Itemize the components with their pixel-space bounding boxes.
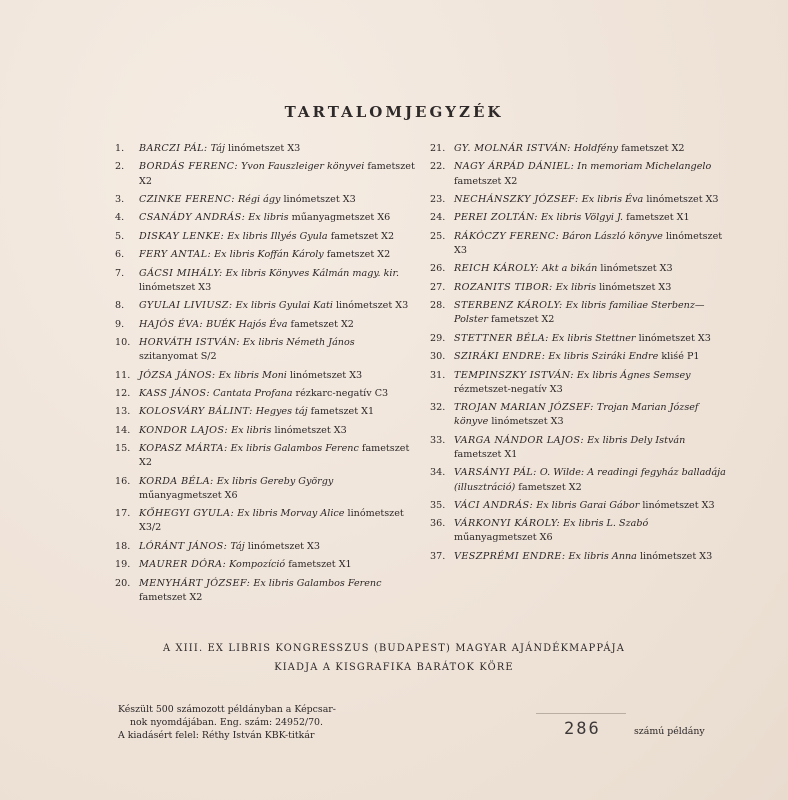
- toc-entry-work: Ex libris L. Szabó: [563, 518, 649, 530]
- toc-entry-num: 17.: [115, 508, 131, 520]
- toc-entry: [430, 350, 730, 364]
- toc-entry-work: Ex libris Sziráki Endre: [548, 351, 659, 363]
- toc-entry-tech: fametszet X2: [491, 314, 555, 326]
- toc-entry: [115, 369, 415, 383]
- toc-entry-author: VARSÁNYI PÁL:: [454, 467, 537, 479]
- colophon-line-2: KIADJA A KISGRAFIKA BARÁTOK KÖRE: [274, 662, 514, 673]
- toc-entry-author: KOPASZ MÁRTA:: [139, 443, 228, 455]
- toc-entry: [430, 499, 730, 513]
- toc-entry-author: RÁKÓCZY FERENC:: [454, 230, 560, 242]
- toc-entry-work: Ex libris Galambos Ferenc: [230, 443, 359, 455]
- imprint: [118, 703, 336, 742]
- toc-entry-num: 9.: [115, 318, 125, 330]
- toc-entry-author: KŐHEGYI GYULA:: [139, 508, 235, 520]
- toc-entry-work: In memoriam Michelangelo: [577, 161, 712, 173]
- toc-entry-num: 19.: [115, 559, 131, 571]
- colophon-line-1: A XIII. EX LIBRIS KONGRESSZUS (BUDAPEST) MAGYAR AJÁNDÉKMAPPÁJA: [162, 643, 626, 654]
- toc-entry: [430, 211, 730, 225]
- toc-entry-author: JÓZSA JÁNOS:: [139, 369, 216, 381]
- toc-entry-work: Ex libris: [248, 212, 289, 224]
- toc-entry-author: GYULAI LIVIUSZ:: [139, 300, 233, 312]
- toc-entry-num: 18.: [115, 540, 131, 552]
- toc-entry-work: Ex libris Garai Gábor: [536, 499, 640, 511]
- toc-entry-work: Ex libris: [555, 281, 597, 293]
- toc-entry-num: 13.: [115, 406, 131, 418]
- toc-entry: [115, 318, 415, 332]
- toc-entry-work: Ex libris Gereby György: [216, 475, 334, 487]
- toc-entry-tech: linómetszet X3: [642, 499, 715, 511]
- toc-entry-tech: linómetszet X3: [247, 540, 320, 552]
- toc-entry: [115, 267, 415, 295]
- toc-entry-work: Ex libris Völgyi J.: [541, 212, 624, 224]
- toc-entry-author: MAURER DÓRA:: [139, 559, 227, 571]
- toc-entry-author: HORVÁTH ISTVÁN:: [139, 336, 240, 348]
- toc-entry-tech: szitanyomat S/2: [139, 351, 217, 363]
- toc-entry-work: Ex libris Illyés Gyula: [227, 230, 328, 242]
- toc-entry: [115, 211, 415, 225]
- toc-entry-author: VESZPRÉMI ENDRE:: [454, 550, 566, 562]
- imprint-line-3: A kiadásért felel: Réthy István KBK-titkár: [118, 730, 315, 741]
- toc-entry-num: 5.: [115, 230, 125, 242]
- toc-entry: [430, 466, 730, 494]
- toc-entry-tech: fametszet X2: [139, 591, 203, 603]
- toc-entry: [430, 369, 730, 397]
- toc-entry-num: 25.: [430, 230, 446, 242]
- toc-entry-work: O. Wilde: A readingi fegyház balladája (illusztráció): [454, 467, 726, 493]
- toc-entry-author: REICH KÁROLY:: [454, 263, 539, 275]
- toc-entry: [430, 160, 730, 188]
- toc-entry: [115, 577, 415, 605]
- toc-entry-work: Báron László könyve: [562, 230, 663, 242]
- toc-entry-work: Táj: [230, 540, 245, 552]
- toc-entry-num: 7.: [115, 267, 125, 279]
- toc-entry-num: 16.: [115, 475, 131, 487]
- toc-entry-author: KONDOR LAJOS:: [139, 424, 229, 436]
- toc-entry-num: 8.: [115, 300, 125, 312]
- toc-entry-tech: fametszet X2: [290, 318, 354, 330]
- toc-entry-num: 20.: [115, 577, 131, 589]
- toc-entry: [430, 142, 730, 156]
- toc-entry-work: Táj: [210, 143, 225, 154]
- toc-entry-tech: linómetszet X3: [283, 193, 356, 205]
- toc-entry-num: 2.: [115, 161, 125, 173]
- toc-right-column: [430, 142, 730, 568]
- toc-entry-work: Ex libris Anna: [568, 550, 637, 562]
- toc-entry: [115, 142, 415, 156]
- toc-entry-author: BARCZI PÁL:: [139, 143, 208, 154]
- toc-entry-work: Kompozíció: [229, 559, 286, 571]
- toc-entry-author: NECHÁNSZKY JÓZSEF:: [454, 193, 579, 205]
- toc-entry-work: Ex libris Németh János: [242, 336, 355, 348]
- imprint-line-2: nok nyomdájában. Eng. szám: 24952/70.: [130, 717, 323, 728]
- toc-entry-num: 23.: [430, 193, 446, 205]
- toc-entry: [430, 517, 730, 545]
- toc-entry-author: TEMPINSZKY ISTVÁN:: [454, 369, 574, 381]
- toc-entry-num: 30.: [430, 351, 446, 363]
- toc-entry: [115, 299, 415, 313]
- toc-entry-tech: kliśé P1: [661, 351, 700, 363]
- toc-entry-author: HAJÓS ÉVA:: [139, 318, 204, 330]
- toc-entry-tech: műanyagmetszet X6: [291, 212, 391, 224]
- copy-label: számú példány: [634, 726, 705, 737]
- toc-entry-work: Ex libris Morvay Alice: [237, 508, 345, 520]
- toc-entry-tech: linómetszet X3: [638, 332, 711, 344]
- imprint-line-1: Készült 500 számozott példányban a Képcsar-: [118, 704, 336, 715]
- toc-entry-tech: fametszet X1: [310, 406, 375, 418]
- toc-entry-work: Ex libris Koffán Károly: [214, 249, 324, 261]
- toc-entry: [430, 299, 730, 327]
- toc-entry-tech: fametszet X2: [518, 481, 582, 493]
- toc-entry-num: 27.: [430, 281, 446, 293]
- toc-entry-tech: linómetszet X3: [139, 281, 212, 293]
- toc-entry-work: Régi ágy: [237, 193, 281, 205]
- toc-entry-tech: linómetszet X3: [274, 424, 347, 436]
- toc-entry-work: Ex libris Dely István: [587, 434, 686, 446]
- toc-entry: [115, 475, 415, 503]
- toc-entry-tech: linómetszet X3: [600, 263, 673, 275]
- toc-entry-work: Ex libris Éva: [581, 193, 644, 205]
- toc-entry: [115, 160, 415, 188]
- toc-entry-num: 1.: [115, 143, 125, 154]
- toc-entry-author: MENYHÁRT JÓZSEF:: [139, 577, 251, 589]
- toc-entry: [115, 424, 415, 438]
- toc-entry-num: 21.: [430, 143, 446, 154]
- toc-entry: [430, 262, 730, 276]
- toc-entry-tech: fametszet X1: [288, 559, 352, 571]
- toc-entry-author: VARGA NÁNDOR LAJOS:: [454, 434, 585, 446]
- toc-entry-author: SZIRÁKI ENDRE:: [454, 351, 546, 363]
- toc-entry: [115, 507, 415, 535]
- toc-entry-work: Ex libris Galambos Ferenc: [253, 577, 382, 589]
- toc-entry-author: KOLOSVÁRY BÁLINT:: [139, 406, 253, 418]
- toc-entry-work: Ex libris Ágnes Semsey: [576, 369, 691, 381]
- toc-entry: [430, 434, 730, 462]
- toc-entry-num: 29.: [430, 332, 446, 344]
- toc-entry-work: Akt a bikán: [541, 263, 598, 275]
- toc-entry-work: Ex libris Könyves Kálmán magy. kir.: [225, 267, 400, 279]
- toc-entry-tech: fametszet X2: [139, 443, 410, 469]
- toc-entry: [430, 281, 730, 295]
- toc-entry-num: 28.: [430, 300, 446, 312]
- toc-entry-work: Ex libris familiae Sterbenz—Polster: [454, 300, 705, 326]
- toc-entry-work: Cantata Profana: [213, 387, 293, 399]
- toc-entry: [430, 332, 730, 346]
- toc-entry-author: CSANÁDY ANDRÁS:: [139, 212, 246, 224]
- toc-entry-num: 14.: [115, 424, 131, 436]
- toc-entry-tech: fametszet X2: [330, 230, 395, 242]
- toc-entry-work: Ex libris Moni: [218, 369, 287, 381]
- toc-entry-tech: fametszet X2: [139, 161, 415, 187]
- toc-entry: [115, 405, 415, 419]
- toc-entry-tech: linómetszet X3: [454, 230, 723, 256]
- toc-entry-author: FERY ANTAL:: [139, 249, 212, 261]
- toc-entry-tech: linómetszet X3: [646, 193, 719, 205]
- toc-entry: [115, 442, 415, 470]
- toc-entry-author: LÓRÁNT JÁNOS:: [139, 540, 228, 552]
- toc-entry-num: 4.: [115, 212, 125, 224]
- toc-entry-tech: fametszet X2: [454, 175, 518, 187]
- toc-entry-tech: linómetszet X3: [491, 416, 564, 428]
- toc-entry-author: STETTNER BÉLA:: [454, 332, 549, 344]
- toc-entry-num: 31.: [430, 369, 446, 381]
- toc-entry: [115, 193, 415, 207]
- toc-entry-author: GY. MOLNÁR ISTVÁN:: [454, 143, 571, 154]
- toc-entry-tech: rézkarc-negatív C3: [295, 387, 389, 399]
- toc-entry-num: 6.: [115, 249, 125, 261]
- toc-entry-num: 37.: [430, 550, 446, 562]
- toc-entry-work: Yvon Fauszleiger könyvei: [241, 161, 365, 173]
- toc-entry-tech: műanyagmetszet X6: [454, 532, 553, 544]
- toc-entry-num: 10.: [115, 336, 131, 348]
- toc-entry-num: 11.: [115, 369, 131, 381]
- toc-entry-work: Hegyes táj: [255, 406, 308, 418]
- toc-entry-author: VÁRKONYI KÁROLY:: [454, 518, 561, 530]
- toc-entry-num: 22.: [430, 161, 446, 173]
- page-title: TARTALOMJEGYZÉK: [284, 103, 504, 121]
- toc-entry-work: Trojan Marian József könyve: [454, 402, 699, 428]
- toc-entry-num: 34.: [430, 467, 446, 479]
- toc-entry-work: Ex libris Gyulai Kati: [235, 300, 333, 312]
- toc-entry-work: Ex libris Stettner: [551, 332, 636, 344]
- toc-entry-author: TROJAN MARIAN JÓZSEF:: [454, 402, 594, 414]
- toc-entry-tech: linómetszet X3: [228, 143, 301, 154]
- toc-entry-num: 26.: [430, 263, 446, 275]
- toc-entry-author: BORDÁS FERENC:: [139, 161, 239, 173]
- toc-entry-author: CZINKE FERENC:: [139, 193, 235, 205]
- copy-number: 286: [564, 719, 601, 739]
- toc-entry-tech: linómetszet X3/2: [139, 508, 404, 534]
- toc-entry-tech: fametszet X2: [621, 143, 685, 154]
- toc-entry: [115, 336, 415, 364]
- toc-entry-author: PEREI ZOLTÁN:: [454, 212, 538, 224]
- toc-entry-tech: linómetszet X3: [599, 281, 672, 293]
- toc-entry-tech: fametszet X2: [326, 249, 391, 261]
- toc-entry-author: DISKAY LENKE:: [139, 230, 225, 242]
- toc-entry-num: 3.: [115, 193, 125, 205]
- toc-entry-author: KASS JÁNOS:: [139, 387, 210, 399]
- toc-entry-tech: linómetszet X3: [335, 300, 409, 312]
- toc-entry-tech: linómetszet X3: [289, 369, 363, 381]
- toc-entry-num: 33.: [430, 434, 446, 446]
- toc-entry-num: 12.: [115, 387, 131, 399]
- toc-entry-num: 24.: [430, 212, 446, 224]
- toc-entry: [430, 550, 730, 564]
- toc-entry-author: VÁCI ANDRÁS:: [454, 499, 534, 511]
- toc-entry-num: 36.: [430, 518, 446, 530]
- toc-entry-num: 15.: [115, 443, 131, 455]
- toc-entry-tech: műanyagmetszet X6: [139, 489, 238, 501]
- toc-entry-num: 32.: [430, 402, 446, 414]
- toc-entry: [115, 558, 415, 572]
- toc-entry: [430, 193, 730, 207]
- toc-left-column: [115, 142, 415, 609]
- toc-entry-work: Ex libris: [231, 424, 272, 436]
- toc-entry-author: STERBENZ KÁROLY:: [454, 300, 563, 312]
- toc-entry: [115, 230, 415, 244]
- toc-entry-work: Holdfény: [573, 143, 619, 154]
- toc-entry-tech: rézmetszet-negatív X3: [454, 383, 563, 395]
- toc-entry: [115, 540, 415, 554]
- toc-entry-author: NAGY ÁRPÁD DÁNIEL:: [454, 161, 575, 173]
- toc-entry-tech: fametszet X1: [626, 212, 690, 224]
- toc-entry: [115, 248, 415, 262]
- toc-entry-work: BUÉK Hajós Éva: [206, 318, 288, 330]
- toc-entry: [430, 401, 730, 429]
- toc-entry-num: 35.: [430, 499, 446, 511]
- toc-entry: [115, 387, 415, 401]
- toc-entry-author: KORDA BÉLA:: [139, 475, 214, 487]
- toc-entry: [430, 230, 730, 258]
- toc-entry-tech: fametszet X1: [454, 448, 518, 460]
- toc-entry-author: GÁCSI MIHÁLY:: [139, 267, 223, 279]
- toc-entry-author: ROZANITS TIBOR:: [454, 281, 553, 293]
- toc-entry-tech: linómetszet X3: [639, 550, 713, 562]
